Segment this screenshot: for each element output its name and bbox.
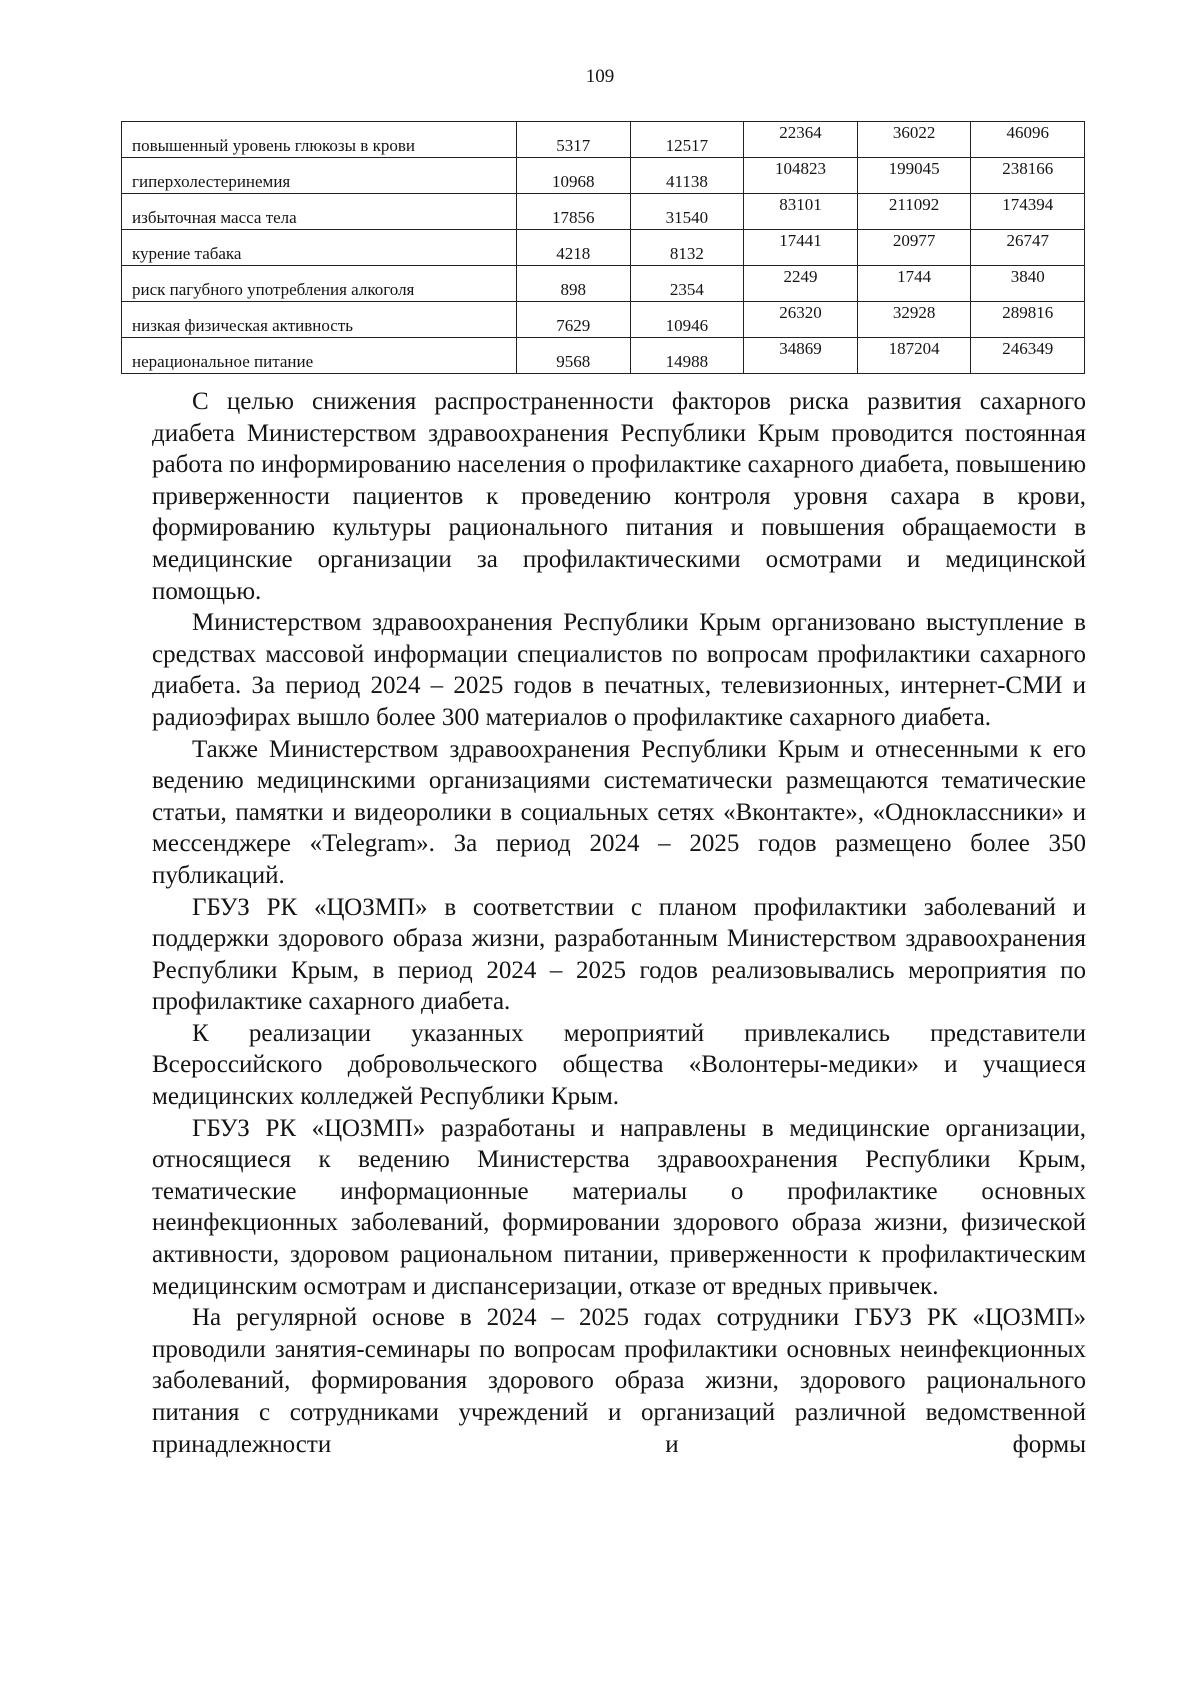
table-cell: 83101 (744, 194, 858, 230)
table-cell: 12517 (630, 122, 744, 158)
table-cell: 34869 (744, 338, 858, 374)
row-label: гиперхолестеринемия (122, 158, 517, 194)
table-cell: 20977 (857, 230, 971, 266)
table-cell: 104823 (744, 158, 858, 194)
table-cell: 26747 (971, 230, 1085, 266)
table-cell: 10968 (517, 158, 631, 194)
row-label: повышенный уровень глюкозы в крови (122, 122, 517, 158)
table-cell: 9568 (517, 338, 631, 374)
paragraph-4: ГБУЗ РК «ЦОЗМП» в соответствии с планом профилактики заболеваний и поддержки здорового образа жизни, разработанным Министерством здравоохранения Республики Крым, в период 2024 – 2025 годов реализовывались мероприятия по профилактике сахарного диабета. (152, 893, 1086, 1016)
table-cell: 36022 (857, 122, 971, 158)
table-cell: 211092 (857, 194, 971, 230)
risk-factor-table (121, 121, 1085, 374)
page-number: 109 (585, 66, 615, 87)
table-row (122, 266, 1085, 302)
table-cell: 32928 (857, 302, 971, 338)
row-label: нерациональное питание (122, 338, 517, 374)
table-row (122, 194, 1085, 230)
paragraph-1: С целью снижения распространенности факторов риска развития сахарного диабета Министерством здравоохранения Республики Крым проводится постоянная работа по информированию населения о профилактике сахарного диабета, повышению приверженности пациентов к проведению контроля уровня сахара в крови, формированию культуры рационального питания и повышения обращаемости в медицинские организации за профилактическими осмотрами и медицинской помощью. (152, 388, 1086, 605)
paragraph-7: На регулярной основе в 2024 – 2025 годах сотрудники ГБУЗ РК «ЦОЗМП» проводили занятия-семинары по вопросам профилактики основных неинфекционных заболеваний, формирования здорового образа жизни, здорового рационального питания с сотрудниками учреждений и организаций различной ведомственной принадлежности и формы (152, 1304, 1086, 1458)
table-cell: 174394 (971, 194, 1085, 230)
table-cell: 41138 (630, 158, 744, 194)
table-cell: 3840 (971, 266, 1085, 302)
table-cell: 898 (517, 266, 631, 302)
paragraph-6: ГБУЗ РК «ЦОЗМП» разработаны и направлены в медицинские организации, относящиеся к ведению Министерства здравоохранения Республики Крым, тематические информационные материалы о профилактике основных неинфекционных заболеваний, формировании здорового образа жизни, физической активности, здоровом рациональном питании, приверженности к профилактическим медицинским осмотрам и диспансеризации, отказе от вредных привычек. (152, 1114, 1086, 1300)
table-cell: 5317 (517, 122, 631, 158)
table-cell: 238166 (971, 158, 1085, 194)
table-row (122, 122, 1085, 158)
table-cell: 17856 (517, 194, 631, 230)
table-cell: 8132 (630, 230, 744, 266)
body-text (152, 386, 1086, 1460)
table-row (122, 302, 1085, 338)
table-cell: 17441 (744, 230, 858, 266)
paragraph-5: К реализации указанных мероприятий привлекались представители Всероссийского добровольческого общества «Волонтеры-медики» и учащиеся медицинских колледжей Республики Крым. (152, 1019, 1086, 1111)
row-label: риск пагубного употребления алкоголя (122, 266, 517, 302)
table-cell: 14988 (630, 338, 744, 374)
table-row (122, 338, 1085, 374)
table-cell: 2354 (630, 266, 744, 302)
table-cell: 26320 (744, 302, 858, 338)
table-row (122, 158, 1085, 194)
table-cell: 7629 (517, 302, 631, 338)
paragraph-2: Министерством здравоохранения Республики Крым организовано выступление в средствах массовой информации специалистов по вопросам профилактики сахарного диабета. За период 2024 – 2025 годов в печатных, телевизионных, интернет-СМИ и радиоэфирах вышло более 300 материалов о профилактике сахарного диабета. (152, 609, 1086, 731)
table-cell: 10946 (630, 302, 744, 338)
table-cell: 31540 (630, 194, 744, 230)
paragraph-3: Также Министерством здравоохранения Республики Крым и отнесенными к его ведению медицинскими организациями систематически размещаются тематические статьи, памятки и видеоролики в социальных сетях «Вконтакте», «Одноклассники» и мессенджере «Telegram». За период 2024 – 2025 годов размещено более 350 публикаций. (152, 735, 1086, 889)
row-label: избыточная масса тела (122, 194, 517, 230)
table-row (122, 230, 1085, 266)
table-cell: 246349 (971, 338, 1085, 374)
table-cell: 187204 (857, 338, 971, 374)
row-label: курение табака (122, 230, 517, 266)
table-cell: 1744 (857, 266, 971, 302)
table-cell: 199045 (857, 158, 971, 194)
table-cell: 22364 (744, 122, 858, 158)
table-cell: 4218 (517, 230, 631, 266)
table-cell: 2249 (744, 266, 858, 302)
table-cell: 46096 (971, 122, 1085, 158)
table-cell: 289816 (971, 302, 1085, 338)
row-label: низкая физическая активность (122, 302, 517, 338)
